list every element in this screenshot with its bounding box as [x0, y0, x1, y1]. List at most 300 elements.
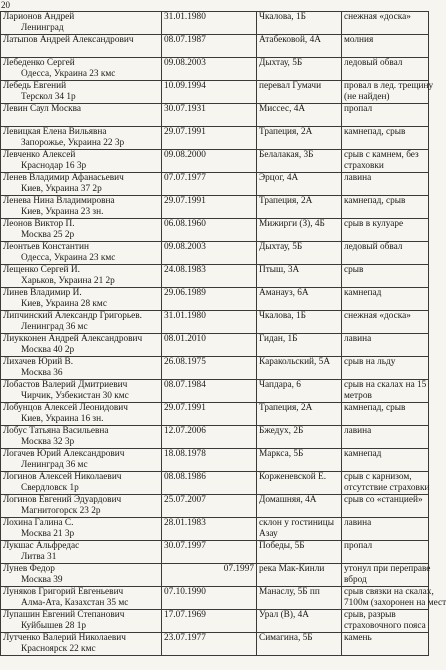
- cause-text-cont: [344, 253, 426, 264]
- cause-cell: [342, 288, 429, 311]
- date-cell: [162, 196, 257, 219]
- date-cell: [162, 242, 257, 265]
- cause-cell: [342, 495, 429, 518]
- place-cell: [257, 564, 342, 587]
- place-cell: [257, 81, 342, 104]
- place-name: Домашняя, 4А: [259, 495, 317, 505]
- cause-text: срыв с камнем, без: [344, 150, 419, 160]
- person-cell: [1, 633, 162, 656]
- cause-text-cont: [344, 506, 426, 517]
- person-cell: [1, 81, 162, 104]
- death-date: 10.09.1994: [164, 81, 206, 91]
- person-origin: Москва 25 2р: [21, 230, 75, 240]
- death-date: 28.01.1983: [164, 518, 206, 528]
- cause-text: камнепад, срыв: [344, 127, 406, 137]
- table-body: [1, 12, 446, 656]
- person-cell: [1, 219, 162, 242]
- person-name: Логинов Евгений Эдуардович: [3, 495, 122, 505]
- person-cell: [1, 587, 162, 610]
- person-cell: [1, 495, 162, 518]
- person-origin: Чирчик, Узбекистан 30 кмс: [21, 391, 129, 401]
- cause-cell: [342, 12, 429, 35]
- cause-text: провал в лед. трещину: [344, 81, 434, 91]
- person-origin: Терскол 34 1р: [21, 92, 76, 102]
- cause-cell: [342, 150, 429, 173]
- place-name: Чапдара, 6: [259, 380, 301, 390]
- place-cell: [257, 12, 342, 35]
- cause-text: лавина: [344, 173, 372, 183]
- place-cell: [257, 610, 342, 633]
- place-name: Каракольский, 5А: [259, 357, 331, 367]
- cause-cell: [342, 334, 429, 357]
- death-date: 09.08.2003: [164, 58, 206, 68]
- person-cell: [1, 35, 162, 58]
- person-cell: [1, 196, 162, 219]
- cause-text-cont: [344, 644, 426, 655]
- date-cell: [162, 81, 257, 104]
- person-name: Лупашин Евгений Степанович: [3, 610, 125, 620]
- person-name: Лукшас Альфредас: [3, 541, 80, 551]
- person-origin: Куйбышев 28 1р: [21, 621, 87, 631]
- table-row: [1, 265, 429, 288]
- table-row: [1, 403, 429, 426]
- death-date: 17.07.1969: [164, 610, 206, 620]
- person-cell: [1, 518, 162, 541]
- place-cell: [257, 380, 342, 403]
- page-number: 20: [1, 0, 10, 10]
- place-name: река Мак-Кинли: [259, 564, 325, 574]
- place-cell: [257, 587, 342, 610]
- table-row: [1, 495, 429, 518]
- person-name: Лобунцов Алексей Леонидович: [3, 403, 128, 413]
- date-cell: [162, 403, 257, 426]
- place-cell: [257, 541, 342, 564]
- place-cell: [257, 127, 342, 150]
- cause-text-cont: [344, 368, 426, 379]
- date-cell: [162, 426, 257, 449]
- person-cell: [1, 426, 162, 449]
- date-cell: [162, 633, 257, 656]
- person-origin: [3, 115, 159, 126]
- person-cell: [1, 58, 162, 81]
- place-name: Корженевской Е.: [259, 472, 327, 482]
- date-cell: [162, 12, 257, 35]
- date-cell: [162, 495, 257, 518]
- cause-text: камнепад: [344, 449, 382, 459]
- place-name: Чкалова, 1Б: [259, 311, 306, 321]
- cause-text: снежная «доска»: [344, 311, 411, 321]
- cause-text-cont: [344, 552, 426, 563]
- person-name: Лихачев Юрий В.: [3, 357, 74, 367]
- place-name: Дыхтау, 5Б: [259, 58, 303, 68]
- cause-text-cont: [344, 23, 426, 34]
- cause-text: пропал: [344, 104, 373, 114]
- death-date: 09.08.2003: [164, 242, 206, 252]
- cause-text-cont: отсутствие страховки: [344, 483, 430, 493]
- death-date: 07.07.1977: [164, 173, 206, 183]
- person-cell: [1, 564, 162, 587]
- person-origin: Литва 31: [21, 552, 57, 562]
- person-cell: [1, 449, 162, 472]
- cause-text-cont: [344, 276, 426, 287]
- person-origin: Москва 21 3р: [21, 529, 75, 539]
- death-date: 30.07.1931: [164, 104, 206, 114]
- death-date: 29.06.1989: [164, 288, 206, 298]
- person-origin: Свердловск 1р: [21, 483, 79, 493]
- place-cell: [257, 403, 342, 426]
- cause-text-cont: [344, 414, 426, 425]
- place-cell: [257, 219, 342, 242]
- cause-text-cont: страховочного пояса: [344, 621, 426, 631]
- person-origin: Алма-Ата, Казахстан 35 мс: [21, 598, 129, 608]
- person-cell: [1, 288, 162, 311]
- cause-cell: [342, 127, 429, 150]
- cause-cell: [342, 265, 429, 288]
- person-cell: [1, 127, 162, 150]
- cause-text: срыв, разрыв: [344, 610, 396, 620]
- cause-text-cont: [344, 460, 426, 471]
- date-cell: [162, 564, 257, 587]
- person-name: Ленева Нина Владимировна: [3, 196, 115, 206]
- person-cell: [1, 150, 162, 173]
- cause-text-cont: [344, 529, 426, 540]
- table-row: [1, 219, 429, 242]
- date-cell: [162, 587, 257, 610]
- death-date: 06.08.1960: [164, 219, 206, 229]
- person-origin: Краснодар 16 3р: [21, 161, 87, 171]
- person-cell: [1, 472, 162, 495]
- place-name-cont: Азау: [259, 529, 278, 539]
- place-name: Птыш, 3А: [259, 265, 300, 275]
- place-cell: [257, 35, 342, 58]
- date-cell: [162, 449, 257, 472]
- death-date: 07.10.1990: [164, 587, 206, 597]
- death-date: 24.08.1983: [164, 265, 206, 275]
- cause-text-cont: [344, 230, 426, 241]
- table-row: [1, 541, 429, 564]
- table-row: [1, 35, 429, 58]
- cause-cell: [342, 564, 429, 587]
- person-origin: Ленинград 36 мс: [21, 460, 88, 470]
- cause-text: молния: [344, 35, 374, 45]
- person-origin: Запорожье, Украина 22 3р: [21, 138, 125, 148]
- person-name: Лебеденко Сергей: [3, 58, 75, 68]
- table-row: [1, 449, 429, 472]
- cause-text: срыв на скалах на 15: [344, 380, 427, 390]
- person-name: Левченко Алексей: [3, 150, 76, 160]
- person-cell: [1, 12, 162, 35]
- person-name: Лохина Галина С.: [3, 518, 74, 528]
- person-name: Левицкая Елена Вильявна: [3, 127, 107, 137]
- place-name: перевал Гумачи: [259, 81, 322, 91]
- date-cell: [162, 518, 257, 541]
- place-name: Чкалова, 1Б: [259, 12, 306, 22]
- place-cell: [257, 242, 342, 265]
- table-row: [1, 104, 429, 127]
- cause-cell: [342, 472, 429, 495]
- person-name: Луняков Григорий Евгеньевич: [3, 587, 124, 597]
- table-row: [1, 58, 429, 81]
- table-row: [1, 610, 429, 633]
- table-row: [1, 173, 429, 196]
- cause-text: срыв: [344, 265, 364, 275]
- date-cell: [162, 288, 257, 311]
- place-cell: [257, 58, 342, 81]
- death-date: 08.08.1986: [164, 472, 206, 482]
- person-cell: [1, 334, 162, 357]
- person-origin: Одесса, Украина 23 кмс: [21, 69, 116, 79]
- date-cell: [162, 334, 257, 357]
- table-row: [1, 334, 429, 357]
- place-cell: [257, 518, 342, 541]
- cause-text-cont: [344, 207, 426, 218]
- person-origin: Москва 32 3р: [21, 437, 75, 447]
- person-origin: Ленинград 36 мс: [21, 322, 88, 332]
- date-cell: [162, 357, 257, 380]
- person-name: Ленев Владимир Афанасьевич: [3, 173, 124, 183]
- person-name: Лобус Татьяна Васильевна: [3, 426, 109, 436]
- cause-cell: [342, 380, 429, 403]
- date-cell: [162, 265, 257, 288]
- person-origin: Киев, Украина 37 2р: [21, 184, 102, 194]
- person-origin: Одесса, Украина 23 кмс: [21, 253, 116, 263]
- cause-text-cont: [344, 322, 426, 333]
- cause-text-cont: метров: [344, 391, 372, 401]
- death-date: 30.07.1997: [164, 541, 206, 551]
- death-date: 08.07.1984: [164, 380, 206, 390]
- cause-cell: [342, 587, 446, 610]
- death-date: 31.01.1980: [164, 12, 206, 22]
- person-name: Логинов Алексей Николаевич: [3, 472, 122, 482]
- place-name: Гидан, 1Б: [259, 334, 298, 344]
- cause-cell: [342, 219, 429, 242]
- cause-text: лавина: [344, 334, 372, 344]
- person-name: Линев Владимир И.: [3, 288, 82, 298]
- place-cell: [257, 633, 342, 656]
- table-row: [1, 472, 429, 495]
- cause-text-cont: вброд: [344, 575, 367, 585]
- date-cell: [162, 58, 257, 81]
- cause-text: снежная «доска»: [344, 12, 411, 22]
- table-row: [1, 311, 429, 334]
- cause-text-cont: 7100м (захоронен на мест: [344, 598, 446, 608]
- place-name: Белалакая, 3Б: [259, 150, 314, 160]
- death-date: 29.07.1991: [164, 403, 206, 413]
- table-row: [1, 242, 429, 265]
- person-origin: Москва 36: [21, 368, 63, 378]
- person-origin: Киев, Украина 23 зн.: [21, 207, 104, 217]
- death-date: 12.07.2006: [164, 426, 206, 436]
- place-name: Трапеция, 2А: [259, 196, 313, 206]
- cause-cell: [342, 518, 429, 541]
- date-cell: [162, 127, 257, 150]
- cause-cell: [342, 173, 429, 196]
- cause-text-cont: [344, 299, 426, 310]
- place-cell: [257, 173, 342, 196]
- memorial-table: [0, 11, 446, 656]
- cause-text: камнепад, срыв: [344, 403, 406, 413]
- cause-text-cont: [344, 437, 426, 448]
- place-cell: [257, 311, 342, 334]
- date-cell: [162, 150, 257, 173]
- person-origin: Харьков, Украина 21 2р: [21, 276, 115, 286]
- place-name: Симагина, 5Б: [259, 633, 313, 643]
- cause-text-cont: [344, 184, 426, 195]
- table-row: [1, 564, 429, 587]
- person-cell: [1, 357, 162, 380]
- date-cell: [162, 472, 257, 495]
- cause-text: камень: [344, 633, 372, 643]
- table-row: [1, 426, 429, 449]
- cause-cell: [342, 35, 429, 58]
- date-cell: [162, 35, 257, 58]
- date-cell: [162, 219, 257, 242]
- person-origin: Москва 40 2р: [21, 345, 75, 355]
- place-name: Атабековой, 4А: [259, 35, 321, 45]
- cause-cell: [342, 104, 429, 127]
- person-cell: [1, 173, 162, 196]
- date-cell: [162, 173, 257, 196]
- death-date: 25.07.2007: [164, 495, 206, 505]
- person-name: Лиукконен Андрей Александрович: [3, 334, 143, 344]
- death-date: 08.07.1987: [164, 35, 206, 45]
- place-name: склон у гостиницы: [259, 518, 335, 528]
- person-origin: Киев, Украина 28 кмс: [21, 299, 107, 309]
- table-row: [1, 127, 429, 150]
- person-cell: [1, 403, 162, 426]
- cause-text: срыв с карнизом,: [344, 472, 412, 482]
- cause-text: утонул при переправе: [344, 564, 431, 574]
- cause-cell: [342, 242, 429, 265]
- cause-text: срыв со «станцией»: [344, 495, 423, 505]
- person-name: Ларионов Андрей: [3, 12, 75, 22]
- place-name: Эрцог, 4А: [259, 173, 299, 183]
- cause-text-cont: [344, 345, 426, 356]
- place-cell: [257, 426, 342, 449]
- table-row: [1, 288, 429, 311]
- table-row: [1, 357, 429, 380]
- place-name: Урал (В), 4А: [259, 610, 309, 620]
- death-date: 07.1997: [223, 564, 254, 574]
- place-cell: [257, 495, 342, 518]
- table-row: [1, 587, 429, 610]
- place-name: Манаслу, 5Б пп: [259, 587, 320, 597]
- place-name: Трапеция, 2А: [259, 127, 313, 137]
- cause-cell: [342, 541, 429, 564]
- table-row: [1, 518, 429, 541]
- person-origin: Москва 39: [21, 575, 63, 585]
- cause-cell: [342, 196, 429, 219]
- death-date: 29.07.1991: [164, 127, 206, 137]
- cause-text: камнепад: [344, 288, 382, 298]
- cause-text: срыв связки на скалах,: [344, 587, 434, 597]
- cause-text: лавина: [344, 426, 372, 436]
- person-cell: [1, 311, 162, 334]
- cause-text-cont: [344, 115, 426, 126]
- table-row: [1, 380, 429, 403]
- person-name: Лещенко Сергей И.: [3, 265, 80, 275]
- person-cell: [1, 380, 162, 403]
- death-date: 31.01.1980: [164, 311, 206, 321]
- cause-cell: [342, 403, 429, 426]
- place-cell: [257, 265, 342, 288]
- table-row: [1, 81, 429, 104]
- table-row: [1, 633, 429, 656]
- cause-cell: [342, 58, 429, 81]
- cause-text-cont: [344, 46, 426, 57]
- place-name: Победы, 5Б: [259, 541, 305, 551]
- place-cell: [257, 196, 342, 219]
- place-cell: [257, 334, 342, 357]
- person-name: Латыпов Андрей Александрович: [3, 35, 134, 45]
- person-origin: [3, 46, 159, 57]
- person-name: Левин Саул Москва: [3, 104, 82, 114]
- person-name: Липчинский Александр Григорьев.: [3, 311, 142, 321]
- date-cell: [162, 380, 257, 403]
- place-cell: [257, 150, 342, 173]
- person-cell: [1, 104, 162, 127]
- place-name: Мижирги (З), 4Б: [259, 219, 325, 229]
- cause-cell: [342, 449, 429, 472]
- death-date: 18.08.1978: [164, 449, 206, 459]
- cause-text: пропал: [344, 541, 373, 551]
- person-cell: [1, 541, 162, 564]
- cause-text-cont: [344, 69, 426, 80]
- person-name: Лунев Федор: [3, 564, 55, 574]
- death-date: 08.01.2010: [164, 334, 206, 344]
- person-origin: Красноярск 22 кмс: [21, 644, 96, 654]
- cause-text: срыв на льду: [344, 357, 396, 367]
- person-origin: Магнитогорск 23 2р: [21, 506, 101, 516]
- place-cell: [257, 288, 342, 311]
- date-cell: [162, 104, 257, 127]
- cause-cell: [342, 81, 434, 104]
- person-name: Лобастов Валерий Дмитриевич: [3, 380, 128, 390]
- table-row: [1, 150, 429, 173]
- cause-text: ледовый обвал: [344, 242, 403, 252]
- person-origin: Киев, Украина 16 зн.: [21, 414, 104, 424]
- place-name: Трапеция, 2А: [259, 403, 313, 413]
- cause-text-cont: [344, 138, 426, 149]
- person-name: Лутченко Валерий Николаевич: [3, 633, 126, 643]
- table-row: [1, 12, 429, 35]
- place-cell: [257, 472, 342, 495]
- cause-text-cont: страховки: [344, 161, 384, 171]
- place-name: Дыхтау, 5Б: [259, 242, 303, 252]
- death-date: 09.08.2000: [164, 150, 206, 160]
- place-name: Маркса, 5Б: [259, 449, 304, 459]
- cause-cell: [342, 311, 429, 334]
- place-name: Бжедух, 2Б: [259, 426, 304, 436]
- cause-text: срыв в кулуаре: [344, 219, 404, 229]
- cause-text: лавина: [344, 518, 372, 528]
- cause-text: камнепад, срыв: [344, 196, 406, 206]
- place-cell: [257, 104, 342, 127]
- cause-cell: [342, 426, 429, 449]
- person-name: Леонтьев Константин: [3, 242, 89, 252]
- person-name: Логачев Юрий Александрович: [3, 449, 125, 459]
- cause-cell: [342, 633, 429, 656]
- cause-text: ледовый обвал: [344, 58, 403, 68]
- cause-cell: [342, 610, 429, 633]
- death-date: 29.07.1991: [164, 196, 206, 206]
- cause-text-cont: (не найден): [344, 92, 390, 102]
- place-name: Аманауз, 6А: [259, 288, 309, 298]
- death-date: 26.08.1975: [164, 357, 206, 367]
- place-cell: [257, 449, 342, 472]
- death-date: 23.07.1977: [164, 633, 206, 643]
- person-cell: [1, 265, 162, 288]
